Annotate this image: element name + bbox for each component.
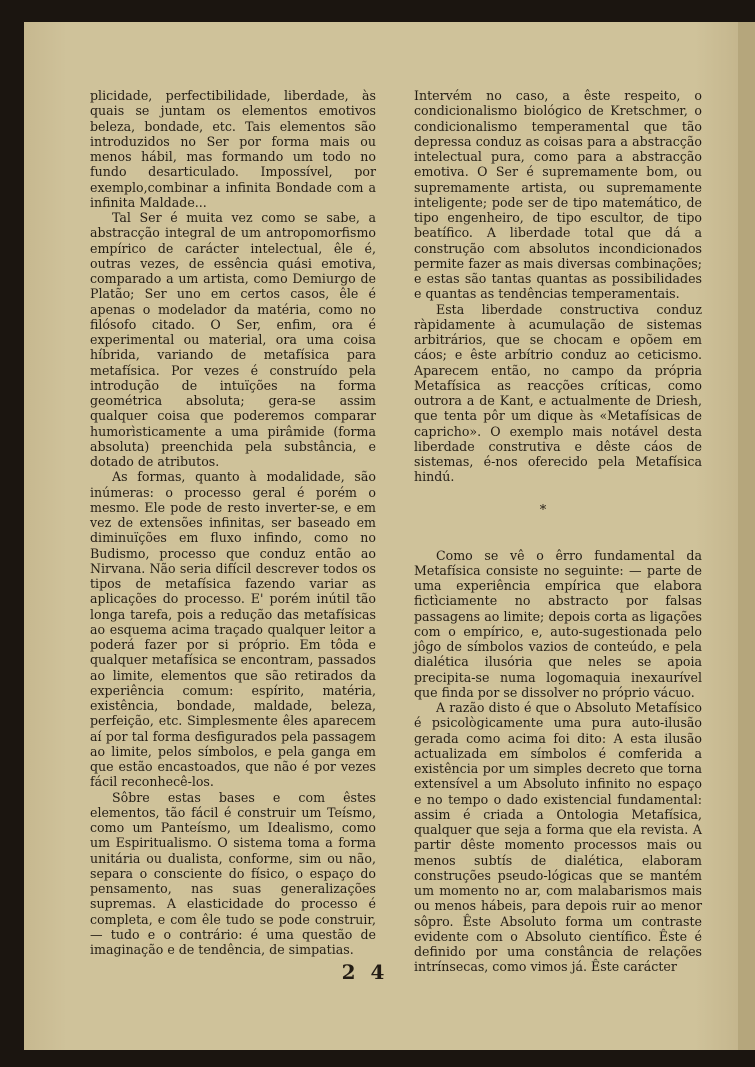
paragraph: Sôbre estas bases e com êstes elementos, tão fácil é construir um Teísmo, como um Panteísmo, um Idealismo, como um Espiritualismo. O sistema toma a forma unitária ou dualista, conforme, sim ou não, separa o consciente do físico, o espaço do pensamento, nas suas generalizações supremas. A elasticidade do processo é completa, e com êle tudo se pode construir, — tudo e o contrário: é uma questão de imaginação e de tendência, de simpatias.	[90, 789, 376, 957]
book-page	[24, 22, 738, 1050]
page-number: 2 4	[341, 960, 389, 984]
paragraph: As formas, quanto à modalidade, são inúmeras: o processo geral é porém o mesmo. Ele pode de resto inverter-se, e em vez de extensões infinitas, ser baseado em diminuïções em fluxo infindo, como no Budismo, processo que conduz então ao Nirvana. Não seria difícil descrever todos os tipos de metafísica fazendo variar as aplicações do processo. E' porém inútil tão longa tarefa, pois a redução das metafísicas ao esquema acima traçado qualquer leitor a poderá fazer por si próprio. Em tôda e qualquer metafísica se encontram, passados ao limite, elementos que são retirados da experiência comum: espírito, matéria, existência, bondade, maldade, beleza, perfeição, etc. Simplesmente êles aparecem aí por tal forma desfigurados pela passagem ao limite, pelos símbolos, e pela ganga em que estão encastoados, que não é por vezes fácil reconhecê-los.	[90, 469, 376, 790]
paragraph: Tal Ser é muita vez como se sabe, a abstracção integral de um antropomorfismo empírico de carácter intelectual, êle é, outras vezes, de essência quási emotiva, comparado a um artista, como Demiurgo de Platão; Ser uno em certos casos, êle é apenas o modelador da matéria, como no filósofo citado. O Ser, enfim, ora é experimental ou material, ora uma coisa híbrida, variando de metafísica para metafísica. Por vezes é construído pela introdução de intuïções na forma geométrica absoluta; gera-se assim qualquer coisa que poderemos comparar humorìsticamente a uma pirâmide (forma absoluta) preenchida pela substância, e dotado de atributos.	[90, 210, 376, 469]
paragraph: A razão disto é que o Absoluto Metafísico é psicològicamente uma pura auto-ilusão gerada como acima foi dito: A esta ilusão actualizada em símbolos é comferida a existência por um simples decreto que torna extensível a um Absoluto infinito no espaço e no tempo o dado existencial fundamental: assim é criada a Ontologia Metafísica, qualquer que seja a forma que ela revista. A partir dêste momento processos mais ou menos subtís de dialética, elaboram construções pseudo-lógicas que se mantém um momento no ar, com malabarismos mais ou menos hábeis, para depois ruir ao menor sôpro. Êste Absoluto forma um contraste evidente com o Absoluto científico. Êste é definido por uma constância de relações intrínsecas, como vimos já. Êste carácter	[414, 700, 702, 975]
section-separator: *	[539, 502, 547, 518]
section-gap	[414, 518, 702, 548]
paragraph: Como se vê o êrro fundamental da Metafísica consiste no seguinte: — parte de uma experiência empírica que elabora fictìciamente no abstracto por falsas passagens ao limite; depois corta as ligações com o empírico, e, auto-sugestionada pelo jôgo de símbolos vazios de conteúdo, e pela dialética ilusória que neles se apoia precipita-se numa logomaquia inexaurível que finda por se dissolver no próprio vácuo.	[414, 547, 702, 700]
paragraph: Intervém no caso, a êste respeito, o condicionalismo biológico de Kretschmer, o condicionalismo temperamental que tão depressa conduz as coisas para a abstracção intelectual pura, como para a abstracção emotiva. O Ser é supremamente bom, ou supremamente artista, ou supremamente inteligente; pode ser de tipo matemático, de tipo engenheiro, de tipo escultor, de tipo beatífico. A liberdade total que dá a construção com absolutos incondicionados permite fazer as mais diversas combinações; e estas são tantas quantas as possibilidades e quantas as tendências temperamentais.	[414, 88, 702, 302]
left-column	[90, 88, 376, 957]
right-column	[414, 88, 702, 975]
paragraph: Esta liberdade constructiva conduz ràpidamente à acumulação de sistemas arbitrários, que se chocam e opõem em cáos; e êste arbítrio conduz ao ceticismo. Aparecem então, no campo da própria Metafísica as reacções críticas, como outrora a de Kant, e actualmente de Driesh, que tenta pôr um dique às «Metafísicas de capricho». O exemplo mais notável desta liberdade construtiva e dêste cáos de sistemas, é-nos oferecido pela Metafísica hindú.	[414, 301, 702, 485]
paragraph: plicidade, perfectibilidade, liberdade, às quais se juntam os elementos emotivos beleza, bondade, etc. Tais elementos são introduzidos no Ser por forma mais ou menos hábil, mas formando um todo no fundo desarticulado. Impossível, por exemplo,combinar a infinita Bondade com a infinita Maldade...	[90, 88, 376, 210]
page-edge	[738, 22, 755, 1050]
